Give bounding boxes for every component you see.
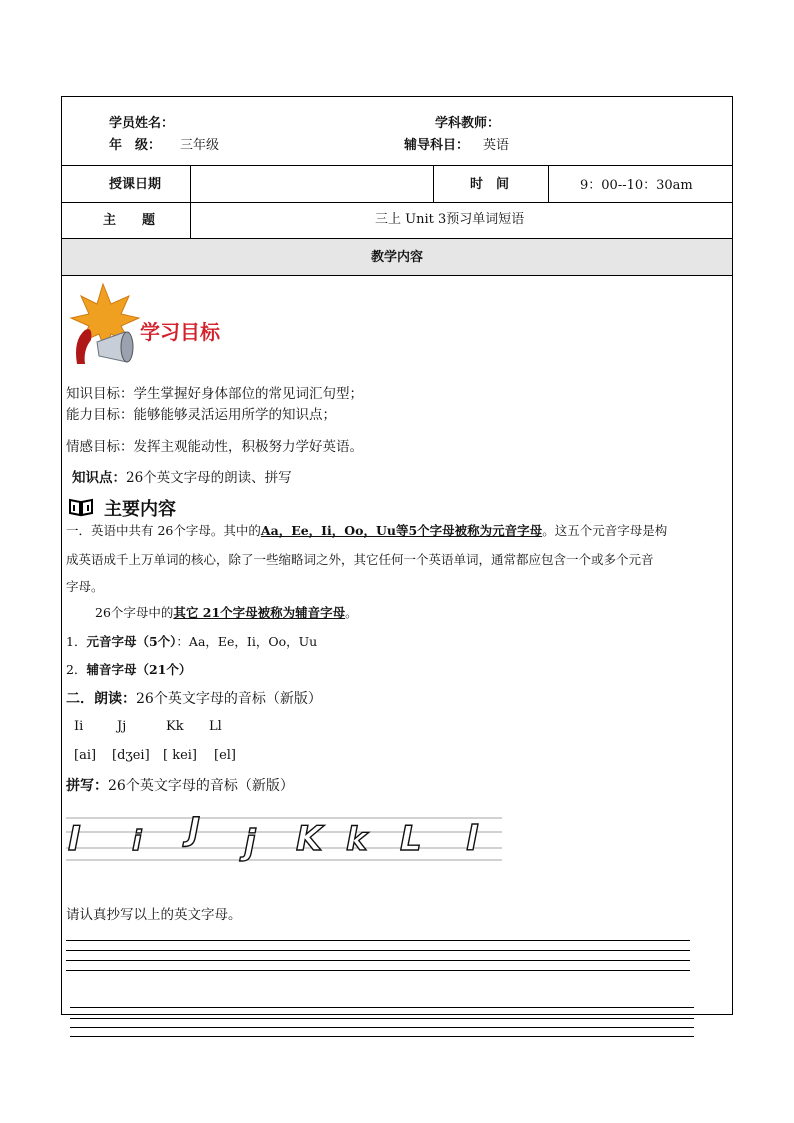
vowels-count: （5个） — [136, 634, 177, 649]
consonants-prefix: 2． — [66, 662, 87, 677]
goal-emotion: 情感目标：发挥主观能动性，积极努力学好英语。 — [66, 439, 363, 455]
grade-label: 年 级： — [109, 138, 162, 153]
handwriting-glyph: J — [188, 810, 200, 848]
handwriting-glyph: i — [132, 824, 142, 857]
goals-banner: 学习目标 — [140, 320, 220, 344]
practice-line[interactable] — [70, 1036, 694, 1037]
letter-Ll: Ll — [209, 719, 222, 734]
topic-label: 主 题 — [103, 213, 156, 228]
handwriting-glyph: L — [400, 819, 422, 859]
copy-instruction: 请认真抄写以上的英文字母。 — [66, 907, 242, 923]
handwriting-glyph: k — [346, 820, 368, 858]
phonetic-l: [el] — [214, 748, 236, 763]
divider — [61, 202, 733, 203]
practice-line[interactable] — [66, 960, 690, 961]
time-label: 时 间 — [470, 177, 510, 192]
letter-Kk: Kk — [166, 719, 184, 734]
phonetic-k: [ kei] — [163, 748, 198, 763]
practice-line[interactable] — [70, 1018, 694, 1019]
phonetic-i: [ai] — [74, 748, 97, 763]
knowledge-point-label: 知识点： — [72, 470, 126, 486]
divider — [433, 165, 434, 202]
letter-Ii: Ii — [74, 719, 84, 734]
practice-line[interactable] — [70, 1007, 694, 1008]
knowledge-point — [72, 466, 292, 486]
handwriting-glyph: l — [466, 819, 478, 859]
letter-Jj: Jj — [117, 719, 127, 734]
handwriting-glyph: j — [244, 823, 256, 863]
grade-value: 三年级 — [180, 138, 220, 153]
book-icon — [68, 497, 94, 521]
spelling-line — [66, 775, 294, 795]
practice-line[interactable] — [70, 1027, 694, 1028]
para1-vowels-highlight: Aa，Ee，Ii，Oo，Uu等5个字母被称为元音字母 — [260, 523, 543, 538]
para2-consonants-highlight: 其它 21个字母被称为辅音字母 — [173, 605, 346, 620]
para1-text-a: 一．英语中共有 26个字母。其中的 — [66, 523, 261, 538]
consonants-count: （21个） — [136, 662, 192, 677]
para1-text-c: 。这五个元音字母是构 — [542, 523, 668, 538]
vowels-list: ：Aa，Ee，Ii，Oo，Uu — [176, 634, 318, 649]
phonetic-j: [dʒei] — [112, 748, 150, 763]
teacher-label: 学科教师： — [435, 116, 501, 131]
vowels-prefix: 1． — [66, 634, 87, 649]
reading-text: 26个英文字母的音标（新版） — [136, 691, 322, 707]
practice-line[interactable] — [66, 950, 690, 951]
para2-text-c: 。 — [345, 605, 358, 620]
student-name-label: 学员姓名： — [109, 116, 175, 131]
goal-knowledge: 知识目标：学生掌握好身体部位的常见词汇句型； — [66, 386, 363, 402]
divider — [61, 275, 733, 276]
vowels-label: 元音字母 — [86, 634, 137, 649]
maple-leaf-trumpet-icon — [63, 280, 143, 370]
spelling-text: 26个英文字母的音标（新版） — [108, 778, 294, 794]
divider — [61, 165, 733, 166]
divider — [190, 165, 191, 238]
time-value: 9：00--10：30am — [580, 178, 693, 193]
handwriting-glyph: I — [68, 819, 81, 859]
para1-line2: 成英语成千上万单词的核心，除了一些缩略词之外，其它任何一个英语单词，通常都应包含一个或多个元音 — [66, 552, 654, 567]
handwriting-guide — [64, 810, 504, 866]
divider — [548, 165, 549, 202]
knowledge-point-text: 26个英文字母的朗读、拼写 — [126, 470, 292, 486]
consonants-line — [66, 660, 191, 678]
reading-line — [66, 688, 322, 708]
date-label: 授课日期 — [109, 177, 162, 192]
para2 — [95, 603, 358, 621]
vowels-line — [66, 632, 317, 650]
spelling-label: 拼写： — [66, 778, 108, 794]
subject-value: 英语 — [483, 138, 510, 153]
subject-label: 辅导科目： — [404, 138, 470, 153]
main-content-title: 主要内容 — [104, 499, 176, 520]
topic-value: 三上 Unit 3预习单词短语 — [375, 212, 525, 227]
para2-text-a: 26个字母中的 — [95, 605, 174, 620]
reading-label: 二．朗读： — [66, 691, 136, 707]
practice-line[interactable] — [66, 940, 690, 941]
practice-line[interactable] — [66, 970, 690, 971]
goal-ability: 能力目标：能够能够灵活运用所学的知识点； — [66, 407, 336, 423]
consonants-label: 辅音字母 — [86, 662, 137, 677]
handwriting-glyph: K — [296, 819, 323, 859]
para1-line3: 字母。 — [66, 579, 104, 594]
para1-line1 — [66, 521, 667, 539]
section-title: 教学内容 — [370, 250, 423, 265]
